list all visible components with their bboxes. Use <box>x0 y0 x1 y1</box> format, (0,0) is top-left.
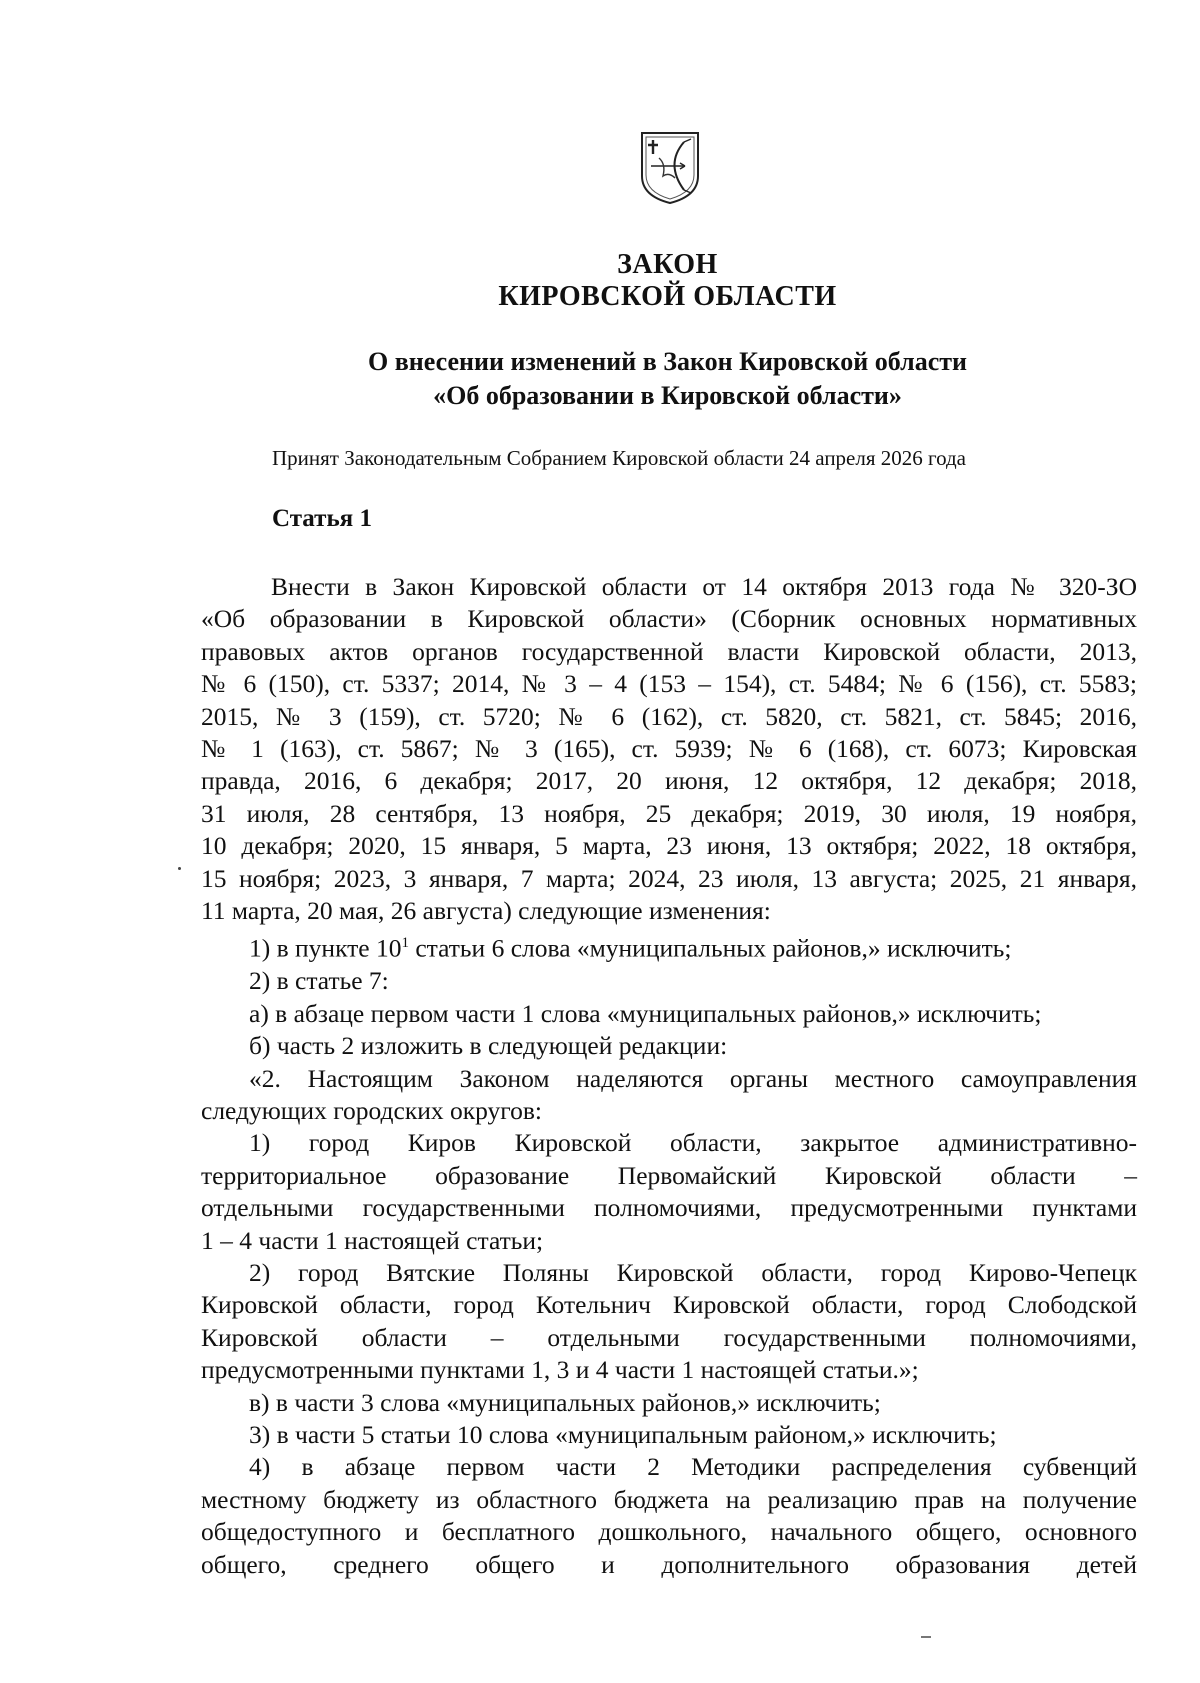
intro-line: № 1 (163), ст. 5867; № 3 (165), ст. 5939; № 6 (168), ст. 6073; Кировская <box>201 734 1137 764</box>
document-type-title: ЗАКОН <box>617 249 718 280</box>
intro-line: Внести в Закон Кировской области от 14 октября 2013 года № 320-ЗО <box>271 572 1137 601</box>
amendment-item-1-text: 1) в пункте 10 <box>249 933 402 963</box>
quoted-sub-2-line: Кировской области, город Котельнич Кировской области, город Слободской <box>201 1290 1137 1320</box>
quoted-sub-1-line: отдельными государственными полномочиями, предусмотренными пунктами <box>201 1193 1137 1223</box>
amendment-item-2b: б) часть 2 изложить в следующей редакции: <box>249 1031 728 1061</box>
intro-line: 15 ноября; 2023, 3 января, 7 марта; 2024, 23 июля, 13 августа; 2025, 21 января, <box>201 863 1137 893</box>
article-heading: Статья 1 <box>272 505 372 532</box>
region-title: КИРОВСКОЙ ОБЛАСТИ <box>498 281 837 312</box>
quoted-part-2-line: следующих городских округов: <box>201 1096 543 1125</box>
law-subject-line-2: «Об образовании в Кировской области» <box>433 381 902 410</box>
amendment-item-1-rest: статьи 6 слова «муниципальных районов,» исключить; <box>408 933 1012 963</box>
quoted-sub-1-line: 1 – 4 части 1 настоящей статьи; <box>201 1225 544 1255</box>
intro-line: 10 декабря; 2020, 15 января, 5 марта, 23 июня, 13 октября; 2022, 18 октября, <box>201 831 1137 861</box>
intro-line: «Об образовании в Кировской области» (Сборник основных нормативных <box>201 604 1137 634</box>
amendment-item-4-line: 4) в абзаце первом части 2 Методики распределения субвенций <box>249 1452 1137 1482</box>
article-body <box>201 571 1137 1581</box>
quoted-sub-2-line: предусмотренными пунктами 1, 3 и 4 части 1 настоящей статьи.»; <box>201 1355 919 1385</box>
amendment-item-2c: в) в части 3 слова «муниципальных районов,» исключить; <box>249 1387 881 1417</box>
quoted-sub-1-line: территориальное образование Первомайский Кировской области – <box>201 1160 1137 1190</box>
amendment-item-4-line: общего, среднего общего и дополнительного образования детей <box>201 1549 1137 1579</box>
intro-line: 2015, № 3 (159), ст. 5720; № 6 (162), ст. 5820, ст. 5821, ст. 5845; 2016, <box>201 701 1137 731</box>
amendment-item-4-line: общедоступного и бесплатного дошкольного, начального общего, основного <box>201 1517 1137 1547</box>
law-subject-line-1: О внесении изменений в Закон Кировской области <box>368 347 967 376</box>
quoted-sub-1-line: 1) город Киров Кировской области, закрытое административно- <box>249 1128 1137 1158</box>
quoted-sub-2-line: Кировской области – отдельными государственными полномочиями, <box>201 1322 1137 1352</box>
quoted-sub-2-line: 2) город Вятские Поляны Кировской области, город Кирово-Чепецк <box>249 1258 1137 1288</box>
superscript-index: 1 <box>401 935 409 952</box>
quoted-part-2-line: «2. Настоящим Законом наделяются органы местного самоуправления <box>249 1063 1137 1093</box>
intro-line: № 6 (150), ст. 5337; 2014, № 3 – 4 (153 – 154), ст. 5484; № 6 (156), ст. 5583; <box>201 669 1137 699</box>
intro-line: 31 июля, 28 сентября, 13 ноября, 25 декабря; 2019, 30 июля, 19 ноября, <box>201 798 1137 828</box>
adoption-statement: Принят Законодательным Собранием Кировской области 24 апреля 2026 года <box>272 446 967 470</box>
amendment-item-3: 3) в части 5 статьи 10 слова «муниципальным районом,» исключить; <box>249 1420 997 1450</box>
amendment-item-2: 2) в статье 7: <box>249 966 389 996</box>
scan-artifact <box>178 867 181 870</box>
amendment-item-4-line: местному бюджету из областного бюджета на реализацию прав на получение <box>201 1484 1137 1514</box>
scan-artifact <box>921 1636 931 1638</box>
coat-of-arms-icon <box>639 130 701 206</box>
amendment-item-1 <box>201 927 1137 965</box>
intro-line: 11 марта, 20 мая, 26 августа) следующие изменения: <box>201 896 771 926</box>
intro-line: правда, 2016, 6 декабря; 2017, 20 июня, 12 октября, 12 декабря; 2018, <box>201 766 1137 796</box>
intro-line: правовых актов органов государственной власти Кировской области, 2013, <box>201 636 1137 666</box>
amendment-item-2a: а) в абзаце первом части 1 слова «муниципальных районов,» исключить; <box>249 998 1042 1028</box>
